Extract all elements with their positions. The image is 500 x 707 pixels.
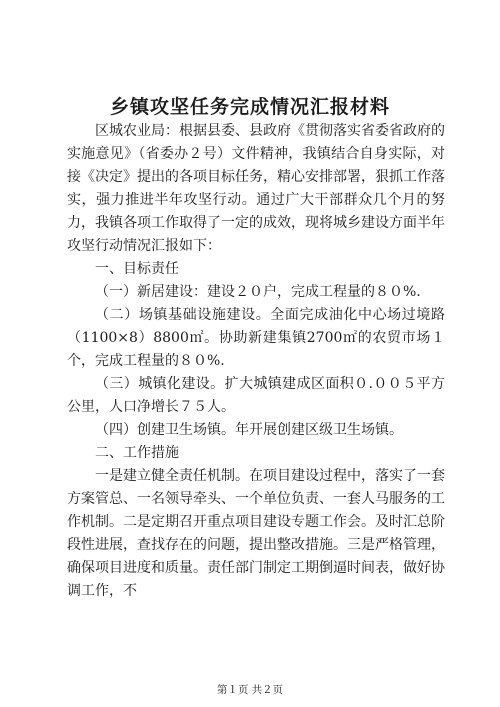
paragraph-measures: 一是建立健全责任机制。在项目建设过程中，落实了一套方案管总、一名领导牵头、一个单位负责、一套人马服务的工作机制。二是定期召开重点项目建设专题工作会。及时汇总阶段性进展，查找存在的问题，提出整改措施。三是严格管理，确保项目进度和质量。责任部门制定工期倒逼时间表，做好协调工作，不 [67,468,445,599]
heading-measures: 二、工作措施 [95,445,179,461]
paragraph-intro: 区城农业局：根据县委、县政府《贯彻落实省委省政府的实施意见》（省委办２号）文件精神，我镇结合自身实际，对接《决定》提出的各项目标任务，精心安排部署，狠抓工作落实，强力推进半年攻坚行动。通过广大干部群众几个月的努力，我镇各项工作取得了一定的成效，现将城乡建设方面半年攻坚行动情况汇报如下： [67,123,445,254]
page-footer: 第１页 共２页 [216,684,284,696]
goal-item-4: （四）创建卫生场镇。年开展创建区级卫生场镇。 [95,422,403,438]
goal-item-3: （三）城镇化建设。扩大城镇建成区面积０.００５平方公里，人口净增长７５人。 [67,376,445,415]
document-title: 乡镇攻坚任务完成情况汇报材料 [109,96,390,118]
goal-item-1: （一）新居建设：建设２０户，完成工程量的８０%. [95,284,421,300]
heading-goals: 一、目标责任 [95,261,179,277]
goal-item-2: （二）场镇基础设施建设。全面完成油化中心场过境路（1100×8）8800㎡。协助新建集镇2700㎡的农贸市场１个，完成工程量的８０%. [67,307,445,369]
document-body [67,120,445,603]
